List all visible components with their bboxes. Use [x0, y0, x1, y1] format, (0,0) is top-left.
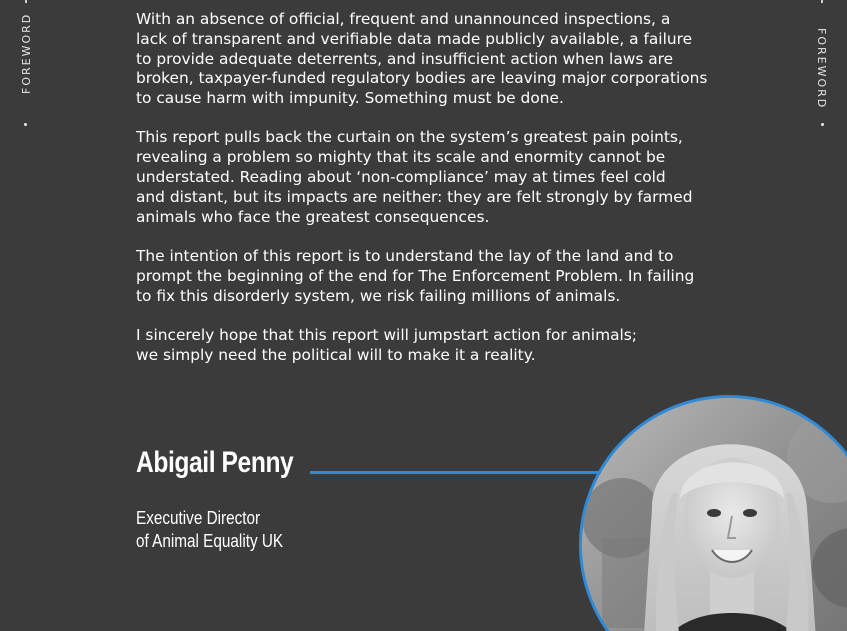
paragraph: With an absence of official, frequent and unannounced inspections, a lack of transparent and verifiable data made publicly available, a failure to provide adequate deterrents, and insufficient action when laws are broken, taxpayer-funded regulatory bodies are leaving major corporations to cause harm with impunity. Something must be done. — [136, 10, 708, 108]
paragraph: I sincerely hope that this report will jumpstart action for animals; we simply need the political will to make it a reality. — [136, 325, 637, 364]
paragraph: This report pulls back the curtain on the system’s greatest pain points, revealing a problem so mighty that its scale and enormity cannot be understated. Reading about ‘non-compliance’ may at times feel cold and distant, but its impacts are neither: they are felt strongly by farmed animals who face the greatest consequences. — [136, 128, 693, 226]
author-portrait — [579, 395, 847, 631]
side-dot-left — [24, 123, 27, 126]
side-label-left: FOREWORD — [20, 12, 33, 94]
author-name: Abigail Penny — [136, 446, 294, 479]
page-edge-mark — [25, 0, 27, 3]
page-edge-mark — [821, 0, 823, 3]
foreword-body — [136, 10, 736, 385]
portrait-illustration — [582, 398, 847, 631]
author-role: Executive Director of Animal Equality UK — [136, 508, 284, 551]
accent-connector-line — [310, 471, 616, 474]
side-dot-right — [821, 123, 824, 126]
paragraph: The intention of this report is to understand the lay of the land and to prompt the beginning of the end for The Enforcement Problem. In failing to fix this disorderly system, we risk failing millions of animals. — [136, 246, 695, 305]
side-label-right: FOREWORD — [815, 28, 828, 110]
